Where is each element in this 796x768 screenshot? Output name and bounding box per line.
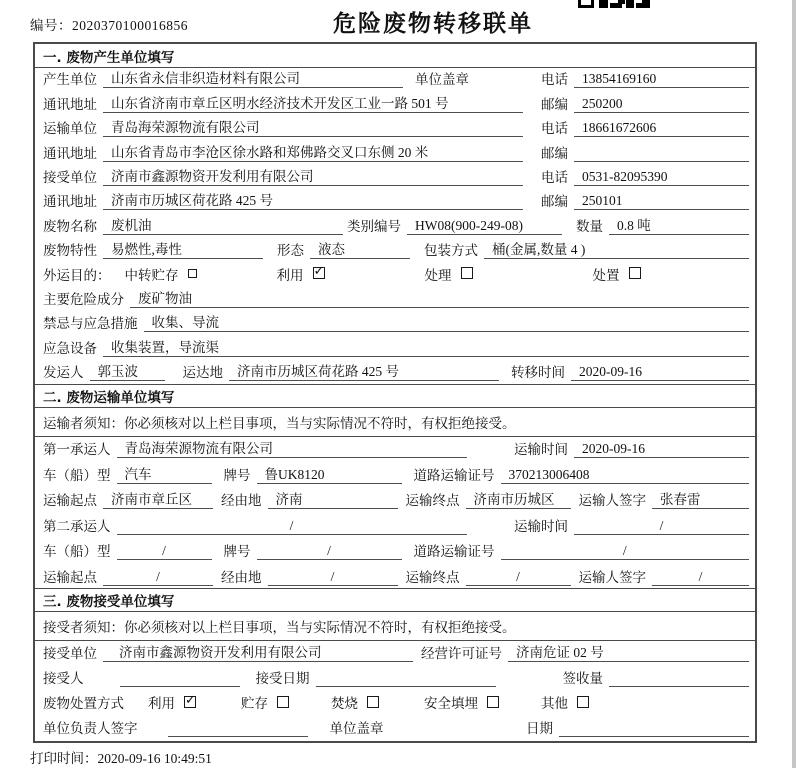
receiver-phone-value: 0531-82095390 <box>574 168 749 186</box>
accept-date-value <box>316 669 496 687</box>
option-label: 处理 <box>424 267 452 283</box>
phone-label: 电话 <box>541 121 568 137</box>
carrier1-row <box>35 437 755 463</box>
disposal-option <box>424 692 499 712</box>
accept-unit-value: 济南市鑫源物资开发利用有限公司 <box>103 644 413 662</box>
unit-seal-label: 单位盖章 <box>415 72 469 88</box>
quantity-value: 0.8 吨 <box>609 217 749 235</box>
serial-value: 2020370100016856 <box>72 18 188 33</box>
origin-label: 运输起点 <box>43 493 97 509</box>
print-time <box>30 747 212 767</box>
category-value: HW08(900-249-08) <box>407 217 562 235</box>
signed-amount-label: 签收量 <box>562 671 603 687</box>
destination-value: 济南市历城区荷花路 425 号 <box>229 363 499 381</box>
route1-row <box>35 488 755 514</box>
disposal-landfill-checkbox <box>487 696 499 708</box>
hazard-label: 主要危险成分 <box>43 291 124 307</box>
equipment-label: 应急设备 <box>43 340 97 356</box>
vehicle2-row <box>35 539 755 565</box>
disposal-option <box>331 692 379 712</box>
print-time-label: 打印时间： <box>30 751 98 766</box>
disposal-label: 废物处置方式 <box>43 696 124 712</box>
qr-code-fragment <box>578 0 650 8</box>
recipient-row <box>35 666 755 691</box>
receiver-label: 接受单位 <box>43 169 97 185</box>
phone-label: 电话 <box>541 72 568 88</box>
origin1-value: 济南市章丘区 <box>103 491 213 509</box>
form-label: 形态 <box>277 243 304 259</box>
purpose-utilize-checkbox <box>313 267 325 279</box>
carrier-sign1-value: 张春雷 <box>652 491 749 509</box>
address-label: 通讯地址 <box>43 96 97 112</box>
transport-time1-value: 2020-09-16 <box>574 440 749 458</box>
via2-value: / <box>268 568 398 586</box>
producer-label: 产生单位 <box>43 72 97 88</box>
page-edge-strip <box>792 0 796 768</box>
carrier-sign2-value: / <box>652 568 749 586</box>
purpose-option <box>593 264 641 284</box>
receiver-notice: 接受者须知：你必须核对以上栏目事项，当与实际情况不符时，有权拒绝接受。 <box>35 612 755 641</box>
producer-address-row <box>35 92 755 116</box>
purpose-option <box>425 264 473 284</box>
serial-label: 编号： <box>30 18 72 33</box>
disposal-row <box>35 691 755 716</box>
quantity-label: 数量 <box>576 218 603 234</box>
via-label: 经由地 <box>221 493 262 509</box>
transporter-address-row <box>35 141 755 165</box>
vehicle-type-label: 车（船）型 <box>43 467 111 483</box>
accept-unit-row <box>35 641 755 666</box>
producer-zip-value: 250200 <box>574 95 749 113</box>
manifest-table <box>33 42 757 743</box>
route2-row <box>35 564 755 590</box>
transfer-time-label: 转移时间 <box>511 365 565 381</box>
plate-label: 牌号 <box>223 467 251 483</box>
origin-label: 运输起点 <box>43 569 97 585</box>
waste-name-label: 废物名称 <box>43 218 97 234</box>
vehicle1-row <box>35 462 755 488</box>
waste-trait-row <box>35 239 755 263</box>
vehicle2-value: / <box>117 542 212 560</box>
waste-name-value: 废机油 <box>103 217 343 235</box>
accept-date-label: 接受日期 <box>255 671 310 687</box>
zip-label: 邮编 <box>541 96 568 112</box>
purpose-option <box>277 264 325 284</box>
head-sign-row <box>35 716 755 741</box>
endpoint-label: 运输终点 <box>405 493 460 509</box>
endpoint2-value: / <box>466 568 571 586</box>
transporter-zip-value <box>574 144 749 162</box>
purpose-dispose-checkbox <box>629 267 641 279</box>
receiver-value: 济南市鑫源物资开发利用有限公司 <box>103 168 523 186</box>
waste-name-row <box>35 214 755 238</box>
carrier-sign-label: 运输人签字 <box>578 493 646 509</box>
consignor-label: 发运人 <box>43 365 84 381</box>
carrier1-value: 青岛海荣源物流有限公司 <box>117 440 467 458</box>
receiver-zip-value: 250101 <box>574 192 749 210</box>
page-title: 危险废物转移联单 <box>333 11 533 37</box>
disposal-storage-checkbox <box>277 696 289 708</box>
carrier1-label: 第一承运人 <box>43 442 111 458</box>
transport-time-label: 运输时间 <box>514 518 568 534</box>
disposal-option <box>148 692 196 712</box>
section1-header: 一. 废物产生单位填写 <box>35 44 755 68</box>
option-label: 处置 <box>592 267 620 283</box>
option-label: 贮存 <box>241 696 268 712</box>
producer-address-value: 山东省济南市章丘区明水经济技术开发区工业一路 501 号 <box>103 95 523 113</box>
via1-value: 济南 <box>268 491 398 509</box>
producer-value: 山东省永信非织造材料有限公司 <box>103 70 403 88</box>
category-label: 类别编号 <box>347 218 401 234</box>
taboo-value: 收集、导流 <box>144 314 750 332</box>
vehicle-type-label: 车（船）型 <box>43 544 111 560</box>
license-label: 经营许可证号 <box>421 646 502 662</box>
plate2-value: / <box>257 542 402 560</box>
head-sign-label: 单位负责人签字 <box>43 721 138 737</box>
road-permit1-value: 370213006408 <box>501 466 750 484</box>
vehicle1-value: 汽车 <box>117 466 212 484</box>
section2-header: 二. 废物运输单位填写 <box>35 384 755 408</box>
road-permit2-value: / <box>501 542 750 560</box>
signed-amount-value <box>609 669 749 687</box>
receiver-row <box>35 166 755 190</box>
receiver-address-row <box>35 190 755 214</box>
carrier2-label: 第二承运人 <box>43 518 111 534</box>
taboo-label: 禁忌与应急措施 <box>43 316 138 332</box>
receiver-address-value: 济南市历城区荷花路 425 号 <box>103 192 523 210</box>
hazard-row <box>35 288 755 312</box>
transport-time2-value: / <box>574 517 749 535</box>
equipment-row <box>35 336 755 360</box>
option-label: 安全填埋 <box>424 696 478 712</box>
section3-header: 三. 废物接受单位填写 <box>35 588 755 612</box>
form-value: 液态 <box>310 241 410 259</box>
recipient-value <box>120 669 240 687</box>
trait-value: 易燃性,毒性 <box>103 241 263 259</box>
packing-label: 包装方式 <box>424 243 478 259</box>
transporter-notice: 运输者须知：你必须核对以上栏目事项，当与实际情况不符时，有权拒绝接受。 <box>35 408 755 437</box>
transporter-row <box>35 117 755 141</box>
address-label: 通讯地址 <box>43 145 97 161</box>
transporter-address-value: 山东省青岛市李沧区徐水路和郑佛路交叉口东侧 20 米 <box>103 144 523 162</box>
producer-row <box>35 68 755 92</box>
equipment-value: 收集装置，导流渠 <box>103 339 749 357</box>
disposal-option <box>241 692 289 712</box>
phone-label: 电话 <box>541 169 568 185</box>
carrier2-row <box>35 513 755 539</box>
hazard-value: 废矿物油 <box>130 290 749 308</box>
head-sign-value <box>168 719 308 737</box>
purpose-transfer-storage-checkbox <box>188 269 197 278</box>
road-permit-label: 道路运输证号 <box>413 544 495 560</box>
carrier-sign-label: 运输人签字 <box>578 569 646 585</box>
recipient-label: 接受人 <box>43 671 84 687</box>
zip-label: 邮编 <box>541 194 568 210</box>
license-value: 济南危证 02 号 <box>508 644 749 662</box>
origin2-value: / <box>103 568 213 586</box>
transporter-phone-value: 18661672606 <box>574 119 749 137</box>
accept-unit-label: 接受单位 <box>43 646 97 662</box>
road-permit-label: 道路运输证号 <box>413 467 495 483</box>
option-label: 中转贮存 <box>124 267 179 283</box>
transporter-label: 运输单位 <box>43 121 97 137</box>
purpose-label: 外运目的： <box>43 267 111 283</box>
purpose-row <box>35 263 755 287</box>
unit-seal-label: 单位盖章 <box>329 721 384 737</box>
option-label: 焚烧 <box>331 696 358 712</box>
taboo-row <box>35 312 755 336</box>
plate1-value: 鲁UK8120 <box>257 466 402 484</box>
zip-label: 邮编 <box>541 145 568 161</box>
transfer-time-value: 2020-09-16 <box>571 363 749 381</box>
endpoint-label: 运输终点 <box>405 569 460 585</box>
disposal-utilize-checkbox <box>184 696 196 708</box>
destination-label: 运达地 <box>182 365 223 381</box>
disposal-incinerate-checkbox <box>367 696 379 708</box>
purpose-option <box>125 264 197 284</box>
date-value <box>559 719 749 737</box>
consignor-value: 郭玉波 <box>90 363 165 381</box>
serial-number <box>30 14 188 34</box>
endpoint1-value: 济南市历城区 <box>466 491 571 509</box>
disposal-option <box>541 692 589 712</box>
option-label: 利用 <box>276 267 304 283</box>
transport-time-label: 运输时间 <box>514 442 568 458</box>
plate-label: 牌号 <box>223 544 251 560</box>
purpose-treat-checkbox <box>461 267 473 279</box>
transporter-value: 青岛海荣源物流有限公司 <box>103 119 523 137</box>
option-label: 利用 <box>148 696 175 712</box>
print-time-value: 2020-09-16 10:49:51 <box>97 751 212 766</box>
consignor-row <box>35 361 755 385</box>
via-label: 经由地 <box>221 569 262 585</box>
disposal-other-checkbox <box>577 696 589 708</box>
producer-phone-value: 13854169160 <box>574 70 749 88</box>
address-label: 通讯地址 <box>43 194 97 210</box>
packing-value: 桶(金属,数量 4 ) <box>484 241 749 259</box>
option-label: 其他 <box>541 696 568 712</box>
date-label: 日期 <box>526 721 553 737</box>
carrier2-value: / <box>117 517 467 535</box>
trait-label: 废物特性 <box>43 243 97 259</box>
